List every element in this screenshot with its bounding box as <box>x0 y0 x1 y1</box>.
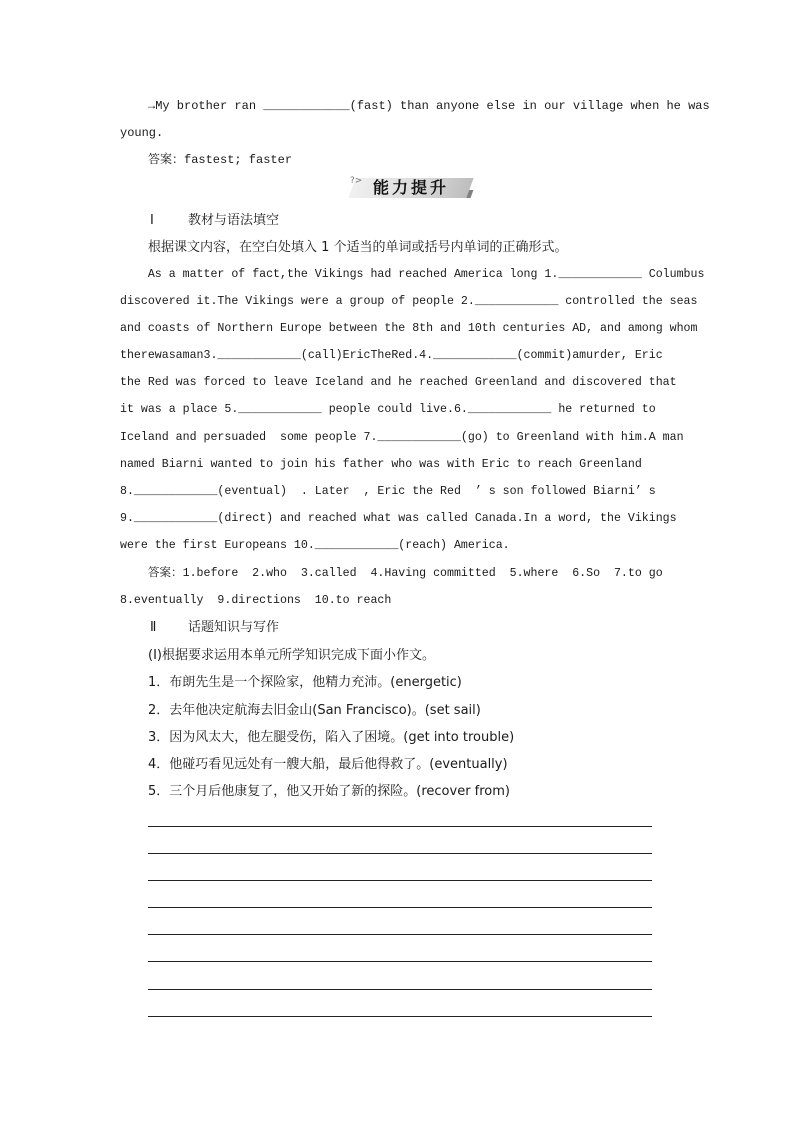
writing-line[interactable] <box>148 853 652 854</box>
passage-line: were the first Europeans 10.____________(reach) America. <box>120 539 510 552</box>
section2-instruction: (Ⅰ)根据要求运用本单元所学知识完成下面小作文。 <box>148 648 435 663</box>
section-banner <box>352 176 470 200</box>
writing-line[interactable] <box>148 1016 652 1017</box>
writing-line[interactable] <box>148 961 652 962</box>
passage-line: 9.____________(direct) and reached what was called Canada.In a word, the Vikings <box>120 512 677 525</box>
section1-answer-continued: 8.eventually 9.directions 10.to reach <box>120 594 392 607</box>
passage-line: 8.____________(eventual) . Later , Eric the Red ’ s son followed Biarni’ s <box>120 485 656 498</box>
exercise-sentence-continued: young. <box>120 126 164 140</box>
banner-decoration: ?> <box>350 176 363 186</box>
writing-item: 3．因为风太大，他左腿受伤，陷入了困境。(get into trouble) <box>148 730 515 745</box>
passage-line: named Biarni wanted to join his father who was with Eric to reach Greenland <box>120 458 642 471</box>
writing-line[interactable] <box>148 826 652 827</box>
writing-item: 5．三个月后他康复了，他又开始了新的探险。(recover from) <box>148 784 510 799</box>
writing-item: 2．去年他决定航海去旧金山(San Francisco)。(set sail) <box>148 703 481 718</box>
writing-item: 4．他碰巧看见远处有一艘大船，最后他得救了。(eventually) <box>148 757 508 772</box>
passage-line: As a matter of fact,the Vikings had reached America long 1.____________ Columbus <box>120 268 705 281</box>
passage-line: discovered it.The Vikings were a group of people 2.____________ controlled the seas <box>120 295 698 308</box>
writing-item: 1．布朗先生是一个探险家，他精力充沛。(energetic) <box>148 675 462 690</box>
section2-heading: 话题知识与写作 <box>188 620 280 635</box>
exercise-answer: 答案：fastest; faster <box>148 153 293 167</box>
passage-line: the Red was forced to leave Iceland and he reached Greenland and discovered that <box>120 376 677 389</box>
exercise-sentence: →My brother ran ____________(fast) than anyone else in our village when he was <box>148 99 710 113</box>
writing-line[interactable] <box>148 907 652 908</box>
section1-instruction: 根据课文内容，在空白处填入 1 个适当的单词或括号内单词的正确形式。 <box>148 240 568 255</box>
section1-answer: 答案：1.before 2.who 3.called 4.Having committed 5.where 6.So 7.to go <box>120 567 663 580</box>
section2-number: Ⅱ <box>150 620 157 635</box>
writing-line[interactable] <box>148 880 652 881</box>
section1-heading: 教材与语法填空 <box>188 213 280 228</box>
banner-title: 能力提升 <box>372 178 449 197</box>
section1-number: Ⅰ <box>150 213 154 228</box>
passage-line: therewasaman3.____________(call)EricTheRed.4.____________(commit)amurder, Eric <box>120 349 663 362</box>
writing-line[interactable] <box>148 989 652 990</box>
passage-line: and coasts of Northern Europe between the 8th and 10th centuries AD, and among whom <box>120 322 698 335</box>
passage-line: Iceland and persuaded some people 7.____________(go) to Greenland with him.A man <box>120 431 684 444</box>
passage-line: it was a place 5.____________ people could live.6.____________ he returned to <box>120 403 656 416</box>
writing-line[interactable] <box>148 934 652 935</box>
